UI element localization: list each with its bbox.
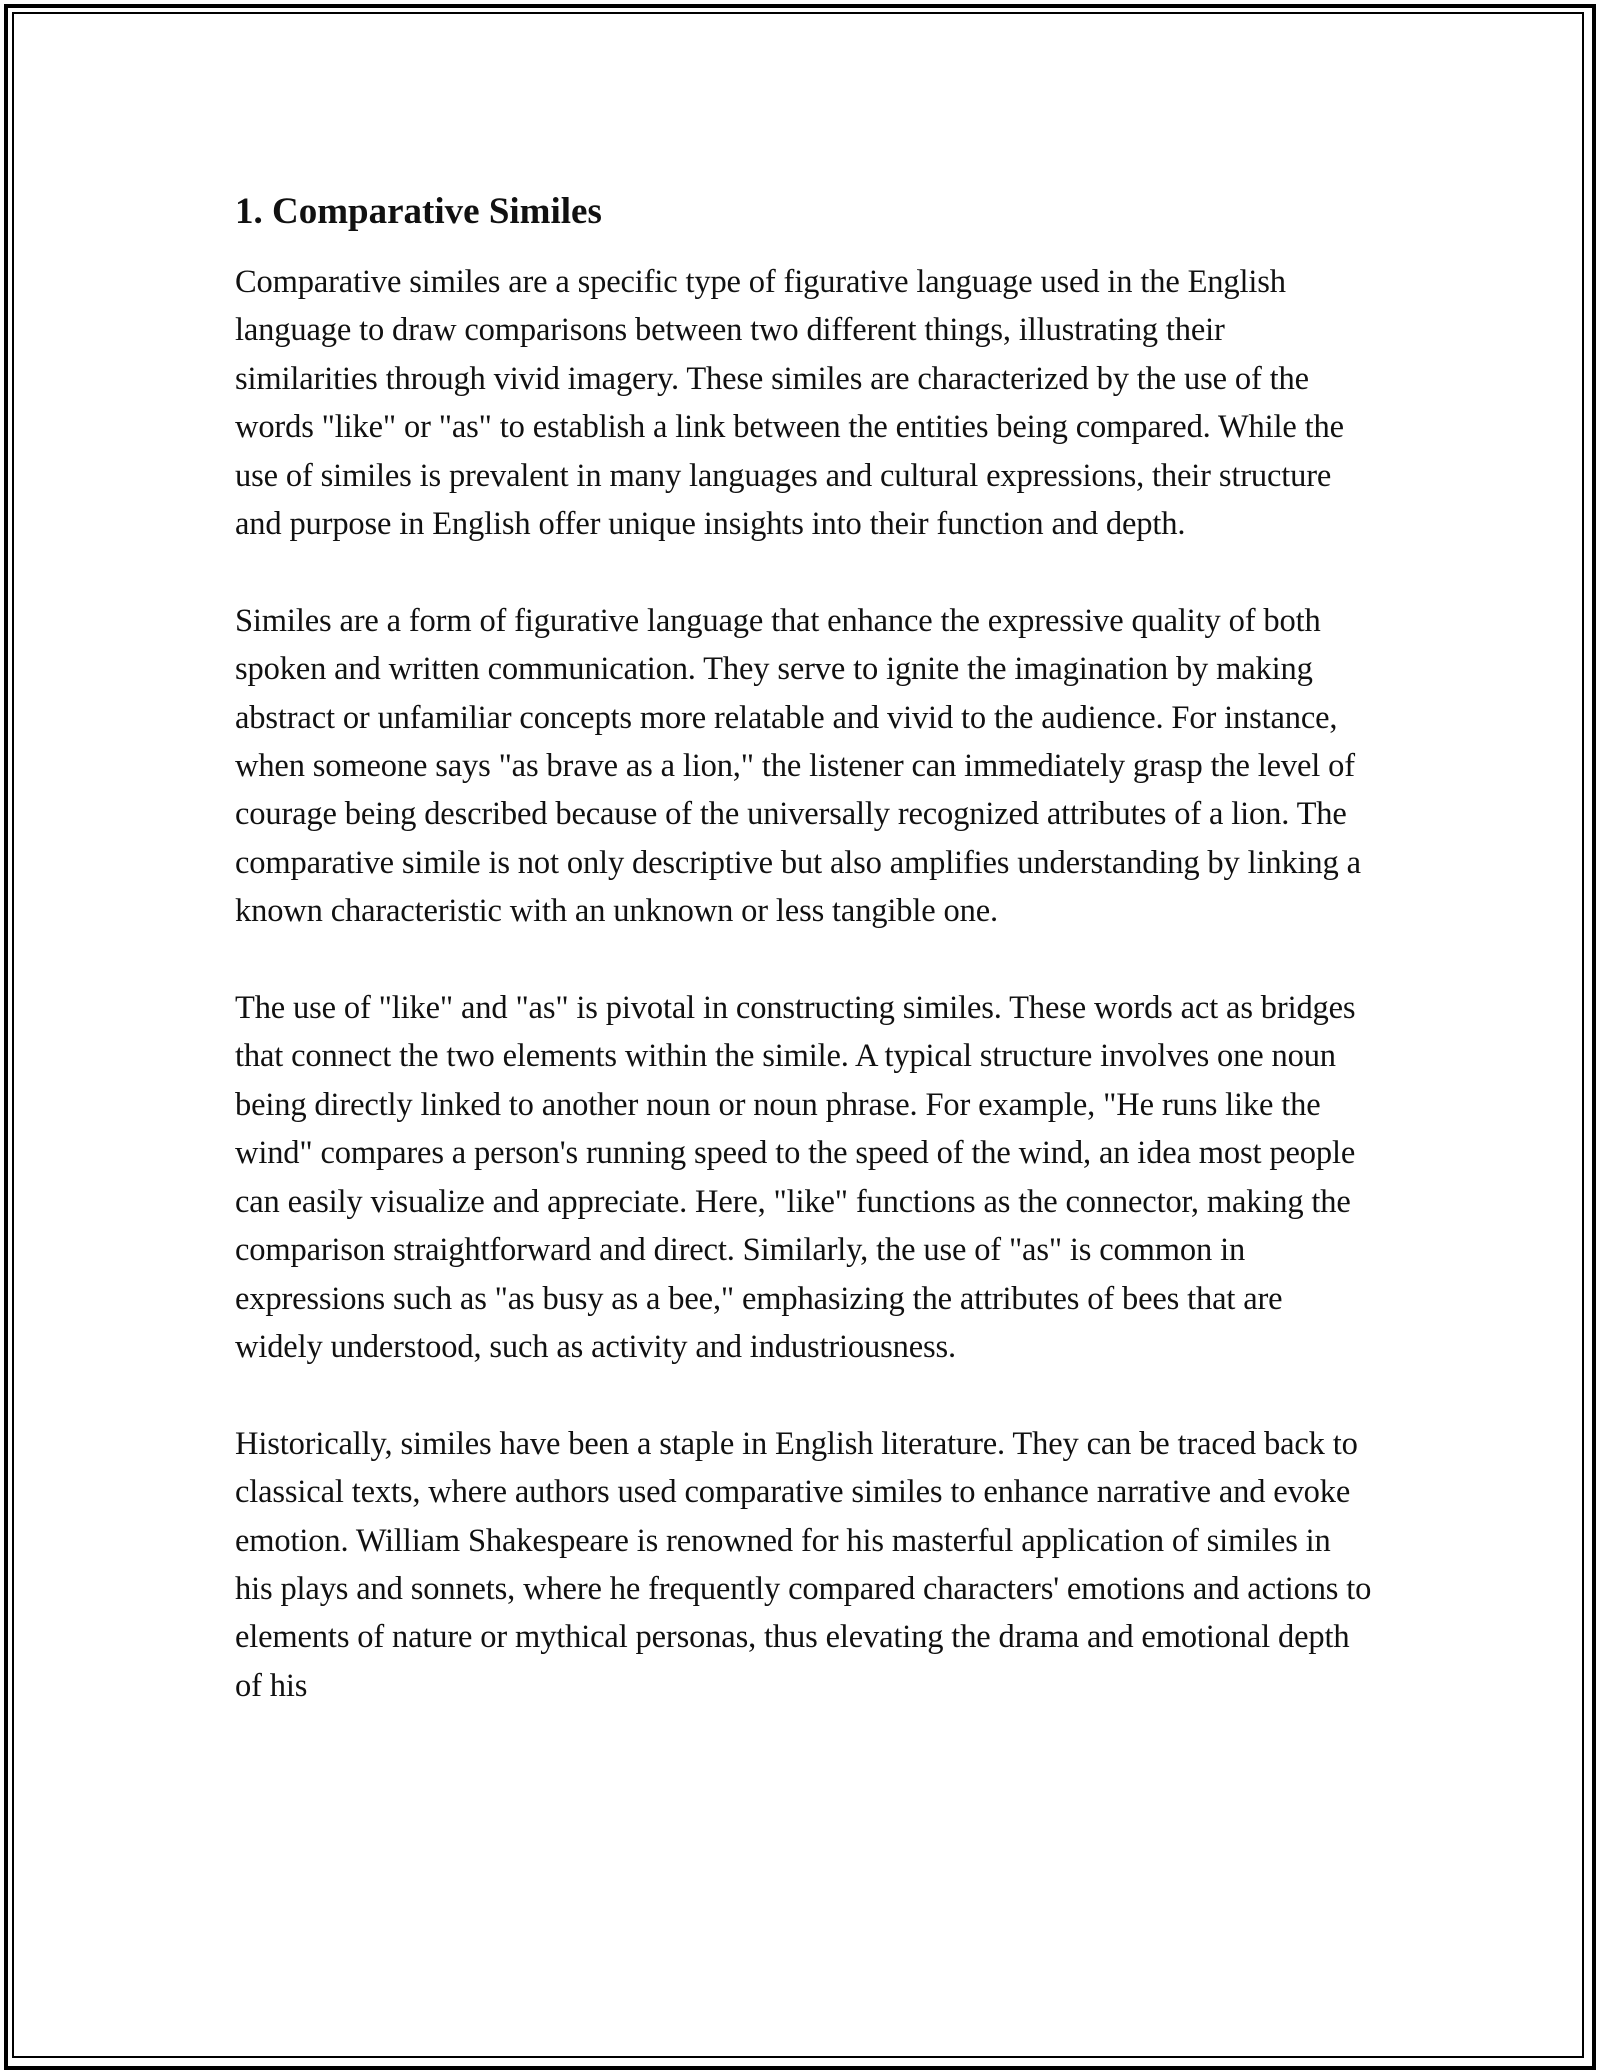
paragraph-figurative-language: Similes are a form of figurative language that enhance the expressive quality of both spoken and written communication. They serve to ignite the imagination by making abstract or unfamiliar concepts more relatable and vivid to the audience. For instance, when someone says "as brave as a lion," the listener can immediately grasp the level of courage being described because of the universally recognized attributes of a lion. The comparative simile is not only descriptive but also amplifies understanding by linking a known characteristic with an unknown or less tangible one.	[235, 602, 1361, 930]
section-heading: 1. Comparative Similes	[235, 191, 602, 232]
document-body	[235, 188, 1375, 1759]
paragraph-intro: Comparative similes are a specific type of figurative language used in the English language to draw comparisons between two different things, illustrating their similarities through vivid imagery. These similes are characterized by the use of the words "like" or "as" to establish a link between the entities being compared. While the use of similes is prevalent in many languages and cultural expressions, their structure and purpose in English offer unique insights into their function and depth.	[235, 264, 1344, 543]
paragraph-like-and-as: The use of "like" and "as" is pivotal in constructing similes. These words act as bridges that connect the two elements within the simile. A typical structure involves one noun being directly linked to another noun or noun phrase. For example, "He runs like the wind" compares a person's running speed to the speed of the wind, an idea most people can easily visualize and appreciate. Here, "like" functions as the connector, making the comparison straightforward and direct. Similarly, the use of "as" is common in expressions such as "as busy as a bee," emphasizing the attributes of bees that are widely understood, such as activity and industriousness.	[235, 990, 1356, 1365]
paragraph-history: Historically, similes have been a staple in English literature. They can be traced back to classical texts, where authors used comparative similes to enhance narrative and evoke emotion. William Shakespeare is renowned for his masterful application of similes in his plays and sonnets, where he frequently compared characters' emotions and actions to elements of nature or mythical personas, thus elevating the drama and emotional depth of his	[235, 1425, 1372, 1704]
